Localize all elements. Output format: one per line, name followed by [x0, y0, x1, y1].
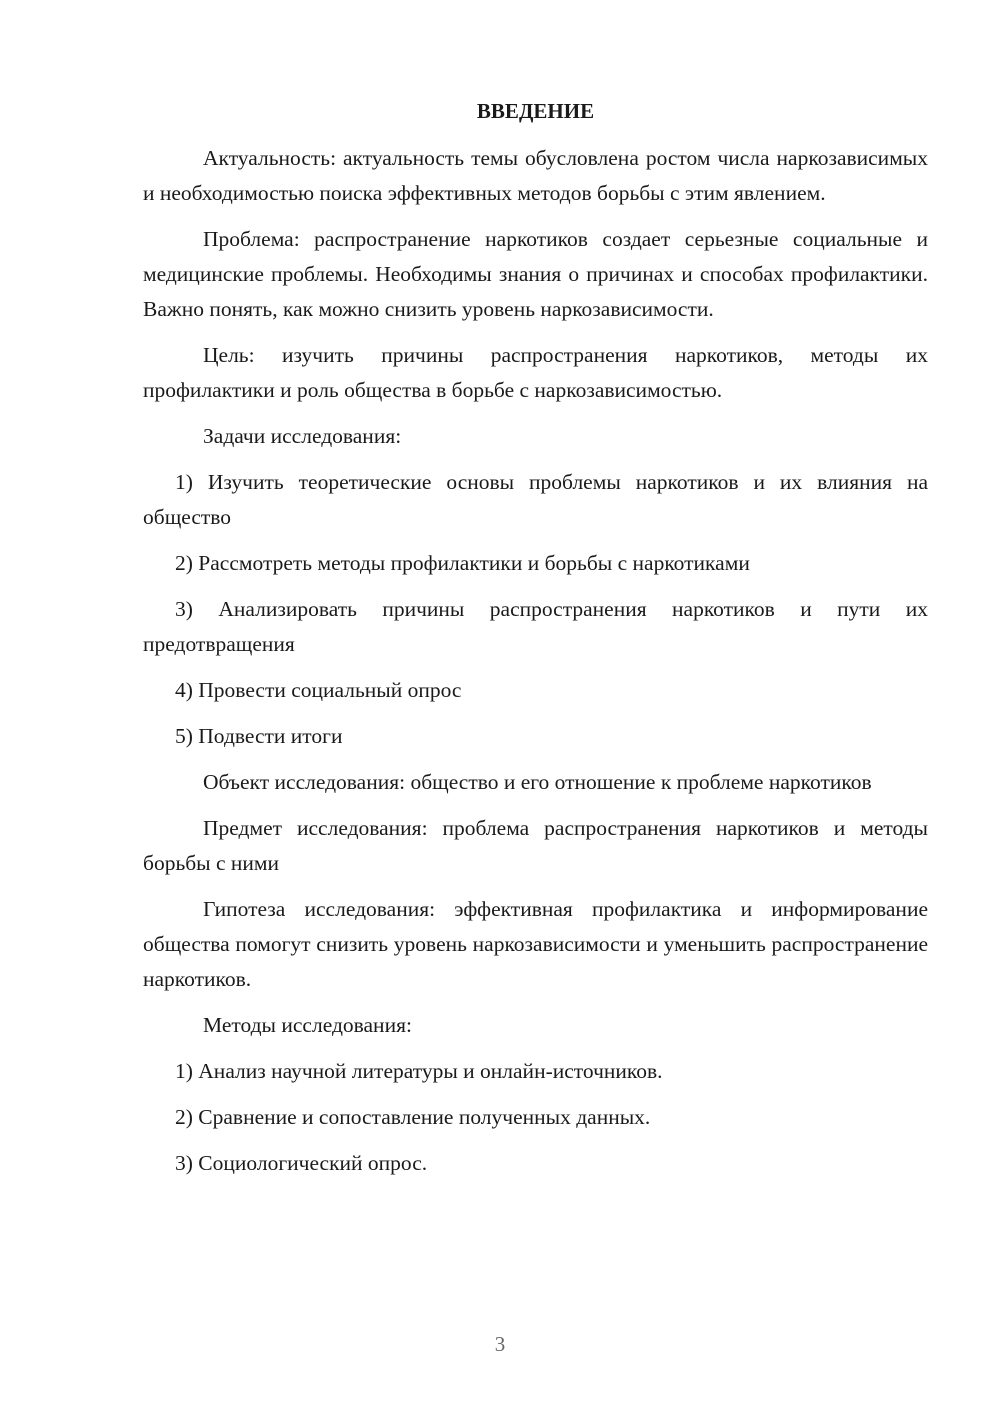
tasks-heading: Задачи исследования: [203, 424, 402, 448]
page-number: 3 [494, 1332, 506, 1356]
subject-paragraph: Предмет исследования: проблема распространения наркотиков и методы борьбы с ними [143, 816, 928, 875]
section-title: ВВЕДЕНИЕ [476, 99, 595, 123]
method-item-2: 2) Сравнение и сопоставление полученных данных. [175, 1105, 651, 1129]
goal-paragraph: Цель: изучить причины распространения наркотиков, методы их профилактики и роль общества в борьбе с наркозависимостью. [143, 343, 928, 402]
relevance-paragraph: Актуальность: актуальность темы обусловлена ростом числа наркозависимых и необходимостью поиска эффективных методов борьбы с этим явлением. [143, 146, 928, 205]
task-item-3: 3) Анализировать причины распространения наркотиков и пути их предотвращения [143, 597, 928, 656]
problem-paragraph: Проблема: распространение наркотиков создает серьезные социальные и медицинские проблемы. Необходимы знания о причинах и способах профилактики. Важно понять, как можно снизить уровень наркозависимости. [143, 227, 928, 321]
hypothesis-paragraph: Гипотеза исследования: эффективная профилактика и информирование общества помогут снизить уровень наркозависимости и уменьшить распространение наркотиков. [143, 897, 928, 991]
task-item-1: 1) Изучить теоретические основы проблемы наркотиков и их влияния на общество [143, 470, 928, 529]
task-item-2: 2) Рассмотреть методы профилактики и борьбы с наркотиками [175, 551, 750, 575]
method-item-1: 1) Анализ научной литературы и онлайн-источников. [175, 1059, 663, 1083]
method-item-3: 3) Социологический опрос. [175, 1151, 428, 1175]
task-item-5: 5) Подвести итоги [175, 724, 343, 748]
methods-heading: Методы исследования: [203, 1013, 412, 1037]
task-item-4: 4) Провести социальный опрос [175, 678, 462, 702]
object-paragraph: Объект исследования: общество и его отношение к проблеме наркотиков [203, 770, 872, 794]
document-body [143, 94, 928, 1192]
